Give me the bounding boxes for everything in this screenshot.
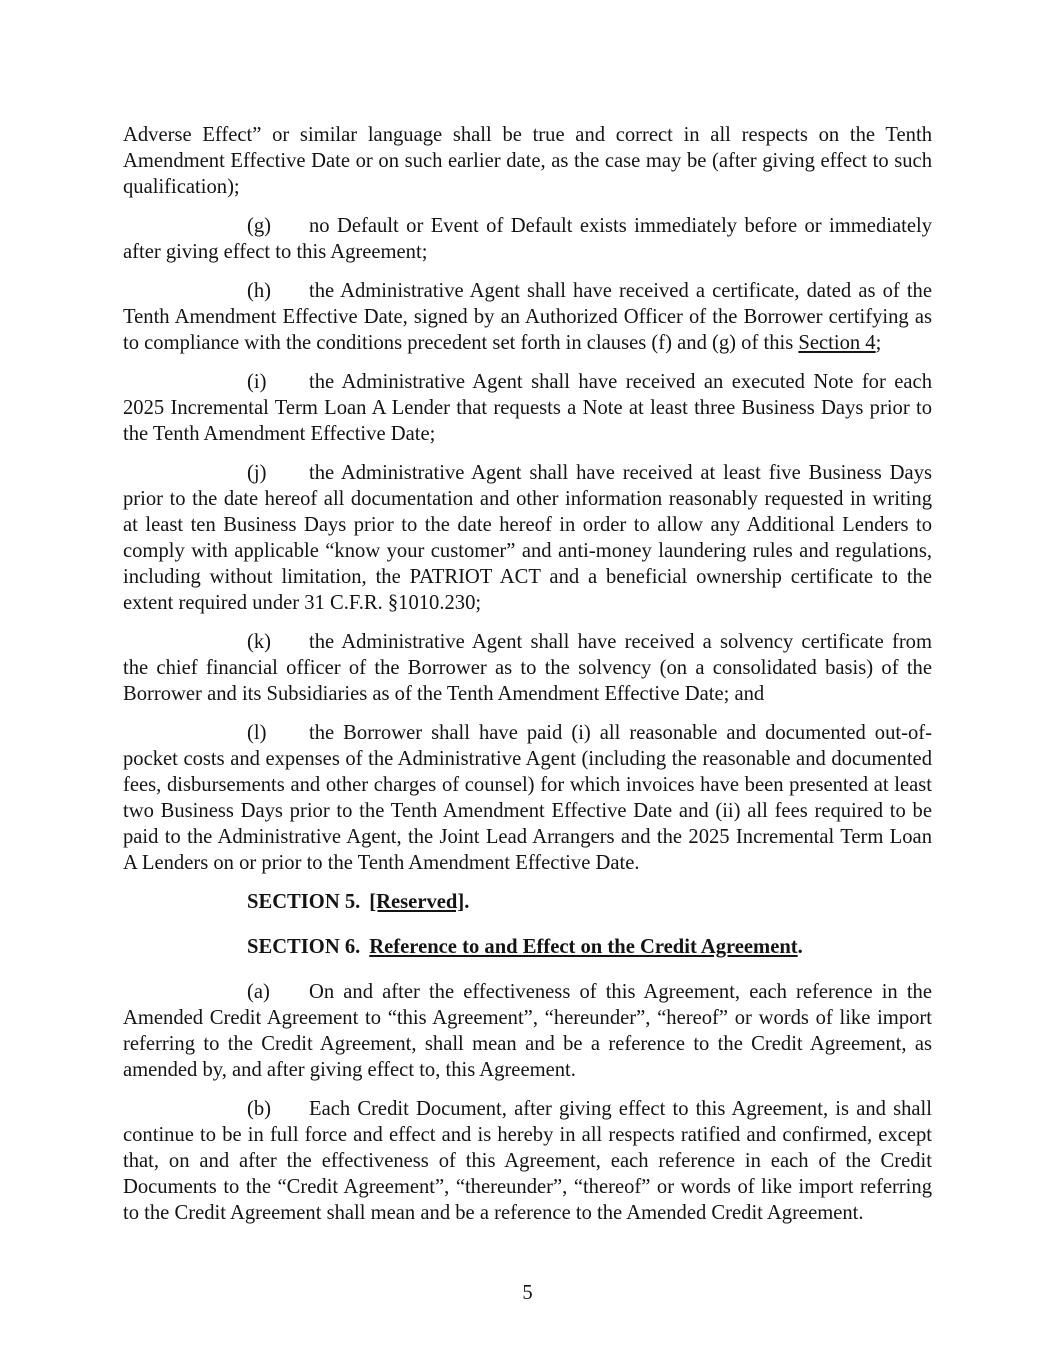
clause-k-text: the Administrative Agent shall have received a solvency certificate from the chief financial officer of the Borrower as to the solvency (on a consolidated basis) of the Borrower and its Subsidiaries as of the Tenth Amendment Effective Date; and xyxy=(123,631,932,705)
section-5-title: [Reserved] xyxy=(369,891,465,913)
clause-a xyxy=(123,979,932,1083)
page-number: 5 xyxy=(522,1282,533,1304)
clause-h-text-before: the Administrative Agent shall have received a certificate, dated as of the Tenth Amendment Effective Date, signed by an Authorized Officer of the Borrower certifying as to compliance with the conditions precedent set forth in clauses (f) and (g) of this xyxy=(123,280,932,354)
page-body-text xyxy=(123,122,932,1239)
clause-h-text-after: ; xyxy=(875,332,882,354)
clause-b-label: (b) xyxy=(247,1098,272,1120)
clause-k-label: (k) xyxy=(247,631,272,653)
clause-i xyxy=(123,369,932,447)
clause-g-label: (g) xyxy=(247,215,272,237)
section-5-heading xyxy=(123,889,932,915)
clause-l-label: (l) xyxy=(247,722,267,744)
clause-a-text: On and after the effectiveness of this Agreement, each reference in the Amended Credit Agreement to “this Agreement”, “hereunder”, “hereof” or words of like import referring to the Credit Agreement, shall mean and be a reference to the Credit Agreement, as amended by, and after giving effect to, this Agreement. xyxy=(123,981,932,1081)
clause-i-label: (i) xyxy=(247,371,267,393)
clause-g xyxy=(123,213,932,265)
section-4-reference: Section 4 xyxy=(798,332,876,354)
clause-k xyxy=(123,629,932,707)
clause-l-text: the Borrower shall have paid (i) all reasonable and documented out-of-pocket costs and expenses of the Administrative Agent (including the reasonable and documented fees, disbursements and other charges of counsel) for which invoices have been presented at least two Business Days prior to the Tenth Amendment Effective Date and (ii) all fees required to be paid to the Administrative Agent, the Joint Lead Arrangers and the 2025 Incremental Term Loan A Lenders on or prior to the Tenth Amendment Effective Date. xyxy=(123,722,932,874)
clause-b xyxy=(123,1096,932,1226)
clause-j-label: (j) xyxy=(247,462,267,484)
clause-a-label: (a) xyxy=(247,981,270,1003)
clause-g-text: no Default or Event of Default exists immediately before or immediately after giving effect to this Agreement; xyxy=(123,215,932,263)
section-6-period: . xyxy=(797,936,803,958)
section-6-heading xyxy=(123,934,932,960)
clause-h-label: (h) xyxy=(247,280,272,302)
clause-h xyxy=(123,278,932,356)
clause-j-text: the Administrative Agent shall have received at least five Business Days prior to the date hereof all documentation and other information reasonably requested in writing at least ten Business Days prior to the date hereof in order to allow any Additional Lenders to comply with applicable “know your customer” and anti-money laundering rules and regulations, including without limitation, the PATRIOT ACT and a beneficial ownership certificate to the extent required under 31 C.F.R. §1010.230; xyxy=(123,462,932,614)
section-6-title: Reference to and Effect on the Credit Agreement xyxy=(369,936,798,958)
continuation-paragraph: Adverse Effect” or similar language shall be true and correct in all respects on the Tenth Amendment Effective Date or on such earlier date, as the case may be (after giving effect to such qualification); xyxy=(123,124,932,198)
clause-b-text: Each Credit Document, after giving effect to this Agreement, is and shall continue to be in full force and effect and is hereby in all respects ratified and confirmed, except that, on and after the effectiveness of this Agreement, each reference in each of the Credit Documents to the “Credit Agreement”, “thereunder”, “thereof” or words of like import referring to the Credit Agreement shall mean and be a reference to the Amended Credit Agreement. xyxy=(123,1098,932,1224)
clause-l xyxy=(123,720,932,876)
section-6-number: SECTION 6. xyxy=(247,936,361,958)
section-5-period: . xyxy=(464,891,470,913)
clause-i-text: the Administrative Agent shall have received an executed Note for each 2025 Incremental Term Loan A Lender that requests a Note at least three Business Days prior to the Tenth Amendment Effective Date; xyxy=(123,371,932,445)
clause-j xyxy=(123,460,932,616)
section-5-number: SECTION 5. xyxy=(247,891,361,913)
